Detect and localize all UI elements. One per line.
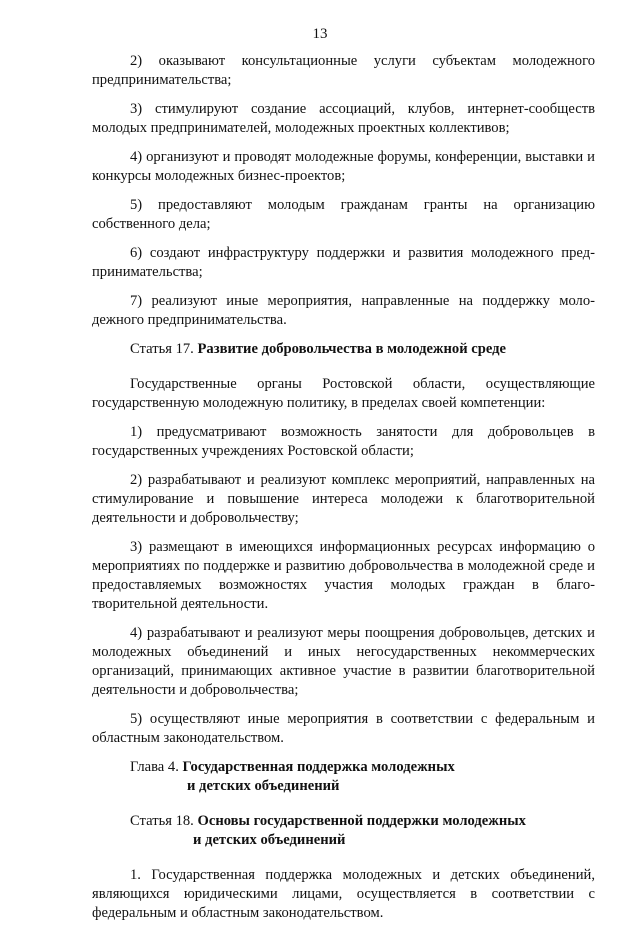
chapter-heading <box>92 758 595 796</box>
paragraph: 4) разрабатывают и реализуют меры поощрения добровольцев, детских и молодежных объединений и иных негосударственных некоммерческих организаций, принимающих активное участие в развитии благотворительной деятельности и добровольчества; <box>92 625 595 698</box>
article-title: Развитие добровольчества в молодежной среде <box>197 341 507 357</box>
article-number: Статья 18. <box>130 813 194 829</box>
article-heading <box>92 812 595 850</box>
paragraph: 6) создают инфраструктуру поддержки и развития молодежного пред-принимательства; <box>92 245 595 280</box>
paragraph: 7) реализуют иные мероприятия, направленные на поддержку моло-дежного предпринимательства. <box>92 293 595 328</box>
paragraph: 1) предусматривают возможность занятости для добровольцев в государственных учреждениях Ростовской области; <box>92 424 595 459</box>
paragraph: 2) оказывают консультационные услуги субъектам молодежного предпринимательства; <box>92 53 595 88</box>
article-title: Основы государственной поддержки молодежных <box>197 813 526 829</box>
document-body <box>92 52 595 933</box>
paragraph: 2) разрабатывают и реализуют комплекс мероприятий, направленных на стимулирование и повышение интереса молодежи к благотворительной деятельности и добровольчеству; <box>92 472 595 526</box>
paragraph: 3) стимулируют создание ассоциаций, клубов, интернет-сообществ молодых предпринимателей, молодежных проектных коллективов; <box>92 101 595 136</box>
article-number: Статья 17. <box>130 341 194 357</box>
page-number: 13 <box>312 26 328 42</box>
paragraph: 5) осуществляют иные мероприятия в соответствии с федеральным и областным законодательством. <box>92 711 595 746</box>
paragraph: Государственные органы Ростовской области, осуществляющие государственную молодежную политику, в пределах своей компетенции: <box>92 376 595 411</box>
chapter-title: Государственная поддержка молодежных <box>182 759 455 775</box>
paragraph: 5) предоставляют молодым гражданам гранты на организацию собственного дела; <box>92 197 595 232</box>
chapter-number: Глава 4. <box>130 759 179 775</box>
chapter-title-continuation: и детских объединений <box>187 778 340 794</box>
article-title-continuation: и детских объединений <box>193 832 346 848</box>
paragraph: 4) организуют и проводят молодежные форумы, конференции, выставки и конкурсы молодежных бизнес-проектов; <box>92 149 595 184</box>
paragraph: 1. Государственная поддержка молодежных и детских объединений, являющихся юридическими лицами, осуществляется в соответствии с федеральным и областным законодательством. <box>92 867 595 921</box>
article-heading <box>92 340 595 359</box>
paragraph: 3) размещают в имеющихся информационных ресурсах информацию о мероприятиях по поддержке и развитию добровольчества в молодежной среде и предоставляемых возможностях участия молодых граждан в благо-творительной деятельности. <box>92 539 595 612</box>
